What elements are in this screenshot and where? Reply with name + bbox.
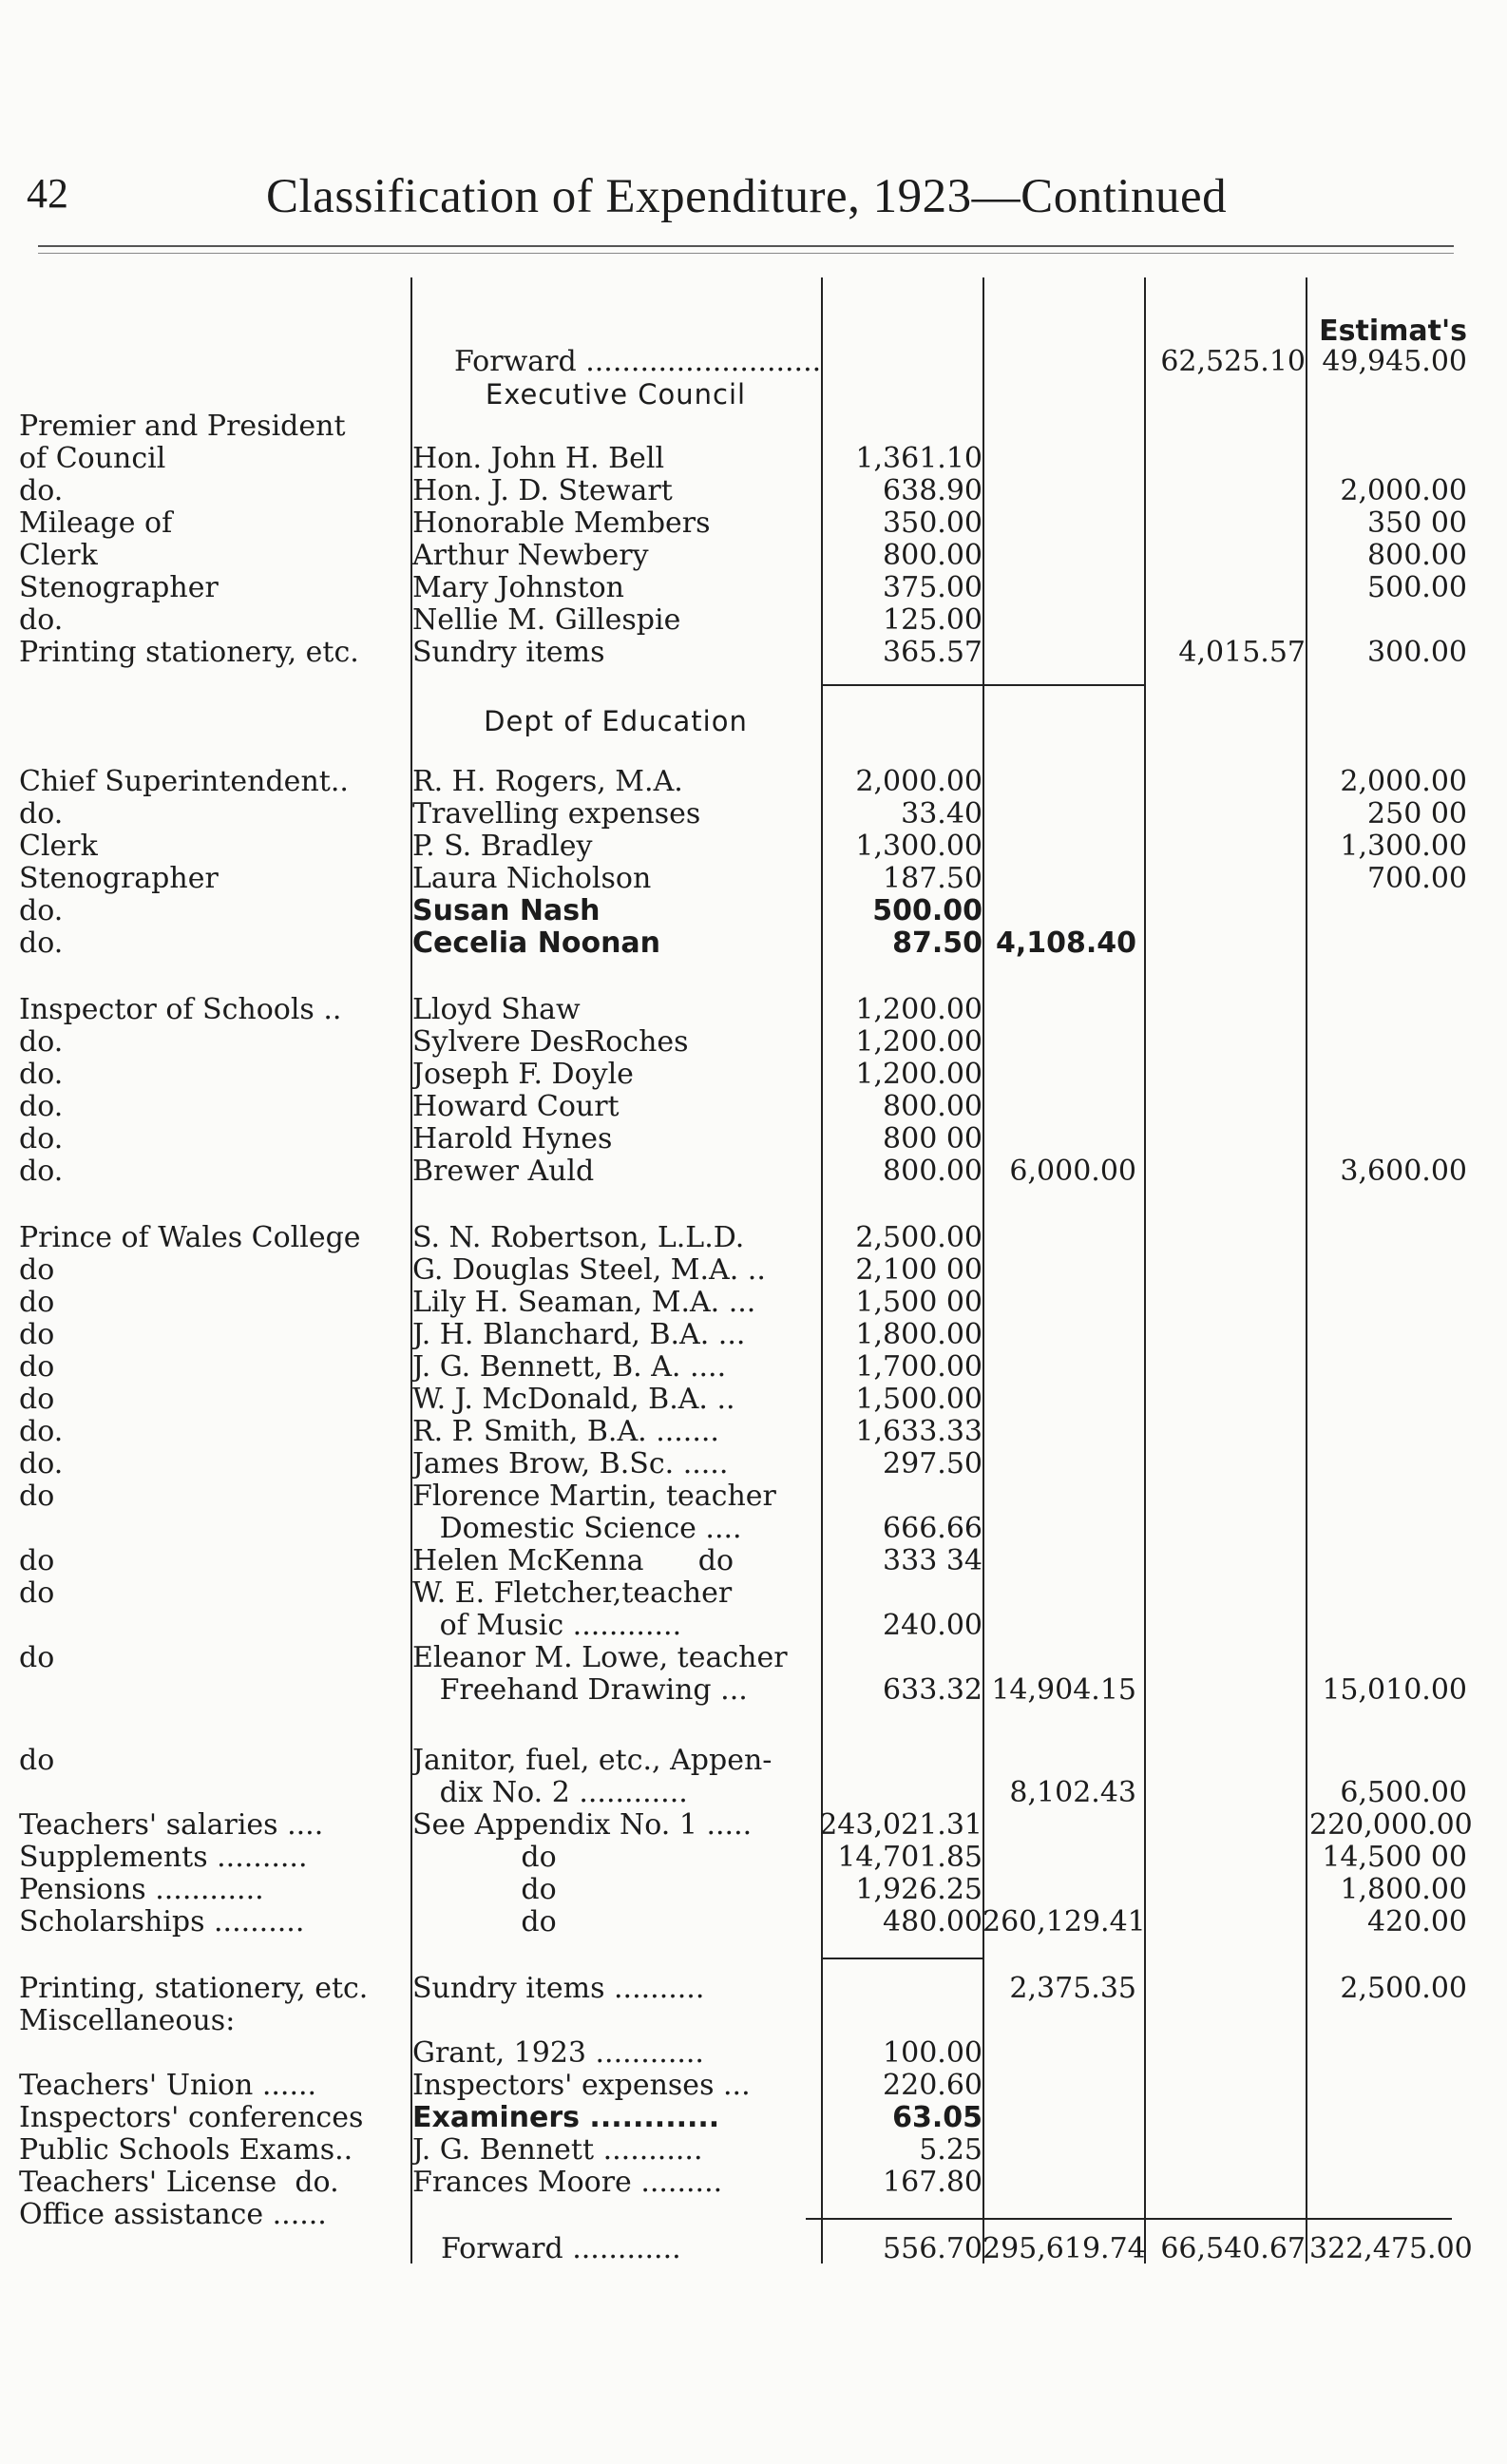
row-amount: 1,926.25: [855, 1873, 982, 1906]
row-amount: 1,500.00: [855, 1383, 982, 1416]
row-estimate: 220,000.00: [1309, 1808, 1473, 1842]
row-amount: 333 34: [883, 1544, 982, 1577]
row-description: do.: [19, 1059, 64, 1091]
forward-label-text: Forward: [454, 346, 577, 378]
table-row: [0, 1513, 1507, 1545]
table-row: [0, 863, 1507, 895]
row-amount: 243,021.31: [819, 1808, 982, 1842]
forward-col5: 62,525.10: [1160, 345, 1306, 378]
row-name: Freehand Drawing ...: [412, 1674, 748, 1707]
row-amount: 375.00: [883, 571, 982, 604]
row-description: do: [19, 1545, 55, 1577]
row-amount: 800.00: [883, 539, 982, 572]
table-row: [0, 1287, 1507, 1319]
subtotal-rule: [821, 1958, 982, 1959]
row-name: Sundry items ..........: [412, 1973, 705, 2005]
row-amount: 1,200.00: [855, 993, 982, 1026]
row-name: Sylvere DesRoches: [412, 1026, 689, 1059]
row-description: Clerk: [19, 831, 98, 863]
row-subtotal: 260,129.41: [982, 1905, 1146, 1939]
row-total: 4,015.57: [1178, 636, 1306, 669]
row-name: Arthur Newbery: [412, 540, 649, 572]
row-description: Mileage of: [19, 507, 173, 540]
section-education-title: Dept of Education: [484, 705, 748, 737]
row-description: Clerk: [19, 540, 98, 572]
row-description: do: [19, 1351, 55, 1384]
row-subtotal: 14,904.15: [991, 1673, 1136, 1707]
row-name: Grant, 1923 ............: [412, 2037, 704, 2070]
row-name: Hon. J. D. Stewart: [412, 475, 673, 507]
row-name: G. Douglas Steel, M.A. ..: [412, 1254, 766, 1287]
row-amount: 365.57: [883, 636, 982, 669]
table-row: [0, 1973, 1507, 2005]
row-description: Printing stationery, etc.: [19, 637, 359, 669]
table-row: [0, 2102, 1507, 2134]
row-amount: 800 00: [883, 1122, 982, 1156]
table-row: [0, 766, 1507, 798]
row-name: James Brow, B.Sc. .....: [412, 1448, 729, 1480]
table-row: [0, 1156, 1507, 1188]
row-description: do.: [19, 1091, 64, 1123]
row-name: J. G. Bennett ...........: [412, 2134, 703, 2167]
table-row: [0, 1123, 1507, 1156]
row-name: Florence Martin, teacher: [412, 1480, 776, 1513]
row-estimate: 6,500.00: [1340, 1776, 1467, 1809]
row-description: Chief Superintendent..: [19, 766, 349, 798]
row-subtotal: 4,108.40: [995, 926, 1136, 960]
row-name: Cecelia Noonan: [412, 927, 661, 960]
row-description: Pensions ............: [19, 1874, 264, 1906]
row-name: Examiners ............: [412, 2102, 720, 2134]
row-description: do: [19, 1254, 55, 1287]
row-amount: 240.00: [883, 1609, 982, 1642]
row-description: Premier and President: [19, 411, 346, 443]
row-amount: 125.00: [883, 603, 982, 637]
row-amount: 638.90: [883, 474, 982, 507]
row-amount: 63.05: [892, 2101, 982, 2134]
table-row: [0, 1577, 1507, 1610]
row-name: Travelling expenses: [412, 798, 701, 831]
row-description: do: [19, 1642, 55, 1674]
row-amount: 1,200.00: [855, 1058, 982, 1091]
table-row: [0, 604, 1507, 637]
row-description: do.: [19, 475, 64, 507]
subtotal-rule: [821, 684, 1144, 686]
table-row: [0, 994, 1507, 1026]
forward-bottom-row: [0, 2233, 1507, 2265]
table-row: [0, 927, 1507, 960]
header-rule: [38, 245, 1454, 247]
row-estimate: 250 00: [1367, 797, 1467, 831]
table-row: [0, 2070, 1507, 2102]
table-row: [0, 2167, 1507, 2199]
row-name: Susan Nash: [412, 895, 601, 927]
row-amount: 666.66: [883, 1512, 982, 1545]
table-row: [0, 572, 1507, 604]
row-subtotal: 2,375.35: [1009, 1972, 1136, 2005]
table-row: [0, 637, 1507, 669]
row-name: See Appendix No. 1 .....: [412, 1809, 753, 1842]
row-description: Scholarships ..........: [19, 1906, 305, 1939]
row-estimate: 14,500 00: [1322, 1841, 1467, 1874]
row-amount: 1,800.00: [855, 1318, 982, 1351]
row-name: J. H. Blanchard, B.A. ...: [412, 1319, 746, 1351]
row-name: Brewer Auld: [412, 1156, 595, 1188]
row-amount: 1,300.00: [855, 830, 982, 863]
table-row: [0, 2134, 1507, 2167]
row-amount: 14,701.85: [837, 1841, 982, 1874]
table-row: [0, 411, 1507, 443]
row-estimate: 2,500.00: [1340, 1972, 1467, 2005]
row-amount: 1,633.33: [855, 1415, 982, 1448]
table-row: [0, 1222, 1507, 1254]
forward-bottom-label: Forward ............: [441, 2233, 681, 2265]
row-amount: 500.00: [872, 894, 982, 927]
forward-label: [412, 346, 819, 378]
row-name: Domestic Science ....: [412, 1513, 742, 1545]
row-name: Sundry items: [412, 637, 605, 669]
table-row: [0, 1610, 1507, 1642]
row-amount: 220.60: [883, 2069, 982, 2102]
section-education: [0, 705, 1507, 737]
table-row: [0, 1745, 1507, 1777]
row-description: do.: [19, 1416, 64, 1448]
row-name: Helen McKenna do: [412, 1545, 734, 1577]
row-description: do: [19, 1319, 55, 1351]
row-name: of Music ............: [412, 1610, 682, 1642]
row-description: do.: [19, 927, 64, 960]
row-name: W. J. McDonald, B.A. ..: [412, 1384, 735, 1416]
leader-dots: [577, 346, 819, 378]
row-name: R. H. Rogers, M.A.: [412, 766, 683, 798]
table-row: [0, 1545, 1507, 1577]
table-row: [0, 1026, 1507, 1059]
row-estimate: 420.00: [1367, 1905, 1467, 1939]
page-header: [0, 162, 1507, 228]
row-subtotal: 6,000.00: [1009, 1155, 1136, 1188]
row-amount: 167.80: [883, 2166, 982, 2199]
table-row: [0, 1906, 1507, 1939]
row-description: Public Schools Exams..: [19, 2134, 353, 2167]
row-description: do: [19, 1480, 55, 1513]
row-amount: 2,000.00: [855, 765, 982, 798]
row-amount: 1,361.10: [855, 442, 982, 475]
forward-bottom-col6: 322,475.00: [1309, 2232, 1473, 2265]
row-name: Lloyd Shaw: [412, 994, 581, 1026]
table-row: [0, 1777, 1507, 1809]
row-description: do: [19, 1577, 55, 1610]
row-amount: 1,500 00: [855, 1286, 982, 1319]
row-description: Inspectors' conferences: [19, 2102, 364, 2134]
row-description: do.: [19, 1123, 64, 1156]
table-row: [0, 1091, 1507, 1123]
column-head-row: [0, 315, 1507, 348]
row-name: Nellie M. Gillespie: [412, 604, 681, 637]
row-name: P. S. Bradley: [412, 831, 593, 863]
row-description: Teachers' License do.: [19, 2167, 339, 2199]
forward-bottom-col3: 556.70: [883, 2232, 982, 2265]
row-name: do: [412, 1906, 557, 1939]
row-amount: 87.50: [892, 926, 982, 960]
table-row: [0, 2005, 1507, 2037]
row-name: Joseph F. Doyle: [412, 1059, 634, 1091]
row-estimate: 2,000.00: [1340, 765, 1467, 798]
row-name: W. E. Fletcher,teacher: [412, 1577, 733, 1610]
table-row: [0, 1319, 1507, 1351]
row-amount: 100.00: [883, 2036, 982, 2070]
row-description: do.: [19, 895, 64, 927]
row-name: Frances Moore .........: [412, 2167, 723, 2199]
row-name: R. P. Smith, B.A. .......: [412, 1416, 719, 1448]
table-row: [0, 443, 1507, 475]
row-amount: 297.50: [883, 1447, 982, 1480]
row-amount: 350.00: [883, 506, 982, 540]
table-row: [0, 831, 1507, 863]
header-rule-thin: [38, 253, 1454, 254]
row-amount: 800.00: [883, 1090, 982, 1123]
row-estimate: 300.00: [1367, 636, 1467, 669]
row-name: Janitor, fuel, etc., Appen-: [412, 1745, 773, 1777]
table-row: [0, 1384, 1507, 1416]
table-row: [0, 1416, 1507, 1448]
table-row: [0, 475, 1507, 507]
row-name: J. G. Bennett, B. A. ....: [412, 1351, 727, 1384]
table-row: [0, 2199, 1507, 2231]
row-amount: 187.50: [883, 862, 982, 895]
forward-col6: 49,945.00: [1322, 345, 1467, 378]
table-row: [0, 895, 1507, 927]
row-description: do.: [19, 1026, 64, 1059]
row-amount: 2,500.00: [855, 1221, 982, 1254]
row-estimate: 15,010.00: [1322, 1673, 1467, 1707]
row-description: of Council: [19, 443, 166, 475]
table-row: [0, 1874, 1507, 1906]
section-executive-title: Executive Council: [485, 378, 747, 411]
row-description: Office assistance ......: [19, 2199, 327, 2231]
row-description: Teachers' salaries ....: [19, 1809, 324, 1842]
row-name: Honorable Members: [412, 507, 711, 540]
row-name: Mary Johnston: [412, 572, 624, 604]
row-name: Laura Nicholson: [412, 863, 652, 895]
row-amount: 1,700.00: [855, 1350, 982, 1384]
forward-top-row: [0, 346, 1507, 378]
row-estimate: 1,300.00: [1340, 830, 1467, 863]
row-name: Inspectors' expenses ...: [412, 2070, 751, 2102]
row-description: Printing, stationery, etc.: [19, 1973, 369, 2005]
table-row: [0, 1448, 1507, 1480]
row-amount: 1,200.00: [855, 1025, 982, 1059]
row-name: do: [412, 1874, 557, 1906]
page-title: Classification of Expenditure, 1923—Continued: [266, 170, 1228, 223]
table-row: [0, 798, 1507, 831]
row-description: Supplements ..........: [19, 1842, 308, 1874]
row-estimate: 800.00: [1367, 539, 1467, 572]
row-name: Lily H. Seaman, M.A. ...: [412, 1287, 756, 1319]
row-amount: 5.25: [919, 2133, 982, 2167]
row-description: Miscellaneous:: [19, 2005, 236, 2037]
row-estimate: 350 00: [1367, 506, 1467, 540]
row-name: Eleanor M. Lowe, teacher: [412, 1642, 788, 1674]
row-amount: 33.40: [901, 797, 982, 831]
table-row: [0, 1842, 1507, 1874]
row-name: Howard Court: [412, 1091, 620, 1123]
table-row: [0, 1059, 1507, 1091]
estimates-column-head: Estimat's: [1319, 315, 1467, 348]
table-row: [0, 540, 1507, 572]
row-description: do: [19, 1384, 55, 1416]
table-row: [0, 1674, 1507, 1707]
row-name: Hon. John H. Bell: [412, 443, 665, 475]
table-row: [0, 1642, 1507, 1674]
row-description: do.: [19, 1448, 64, 1480]
forward-bottom-col5: 66,540.67: [1160, 2232, 1306, 2265]
row-name: dix No. 2 ............: [412, 1777, 688, 1809]
row-estimate: 1,800.00: [1340, 1873, 1467, 1906]
row-name: S. N. Robertson, L.L.D.: [412, 1222, 745, 1254]
table-row: [0, 1480, 1507, 1513]
row-amount: 633.32: [883, 1673, 982, 1707]
row-description: do.: [19, 1156, 64, 1188]
row-estimate: 3,600.00: [1340, 1155, 1467, 1188]
row-description: do: [19, 1287, 55, 1319]
table-row: [0, 2037, 1507, 2070]
row-description: Stenographer: [19, 863, 219, 895]
row-amount: 2,100 00: [855, 1253, 982, 1287]
row-description: do: [19, 1745, 55, 1777]
row-description: Prince of Wales College: [19, 1222, 361, 1254]
row-name: do: [412, 1842, 557, 1874]
row-description: do.: [19, 604, 64, 637]
forward-bottom-col4: 295,619.74: [982, 2232, 1146, 2265]
table-row: [0, 1254, 1507, 1287]
row-amount: 480.00: [883, 1905, 982, 1939]
row-subtotal: 8,102.43: [1009, 1776, 1136, 1809]
row-amount: 800.00: [883, 1155, 982, 1188]
row-description: Teachers' Union ......: [19, 2070, 317, 2102]
table-row: [0, 1809, 1507, 1842]
row-description: Inspector of Schools ..: [19, 994, 342, 1026]
row-estimate: 2,000.00: [1340, 474, 1467, 507]
table-row: [0, 507, 1507, 540]
row-description: do.: [19, 798, 64, 831]
row-description: Stenographer: [19, 572, 219, 604]
row-estimate: 700.00: [1367, 862, 1467, 895]
page-number: 42: [27, 170, 68, 217]
section-executive: [0, 378, 1507, 411]
row-estimate: 500.00: [1367, 571, 1467, 604]
table-row: [0, 1351, 1507, 1384]
row-name: Harold Hynes: [412, 1123, 613, 1156]
